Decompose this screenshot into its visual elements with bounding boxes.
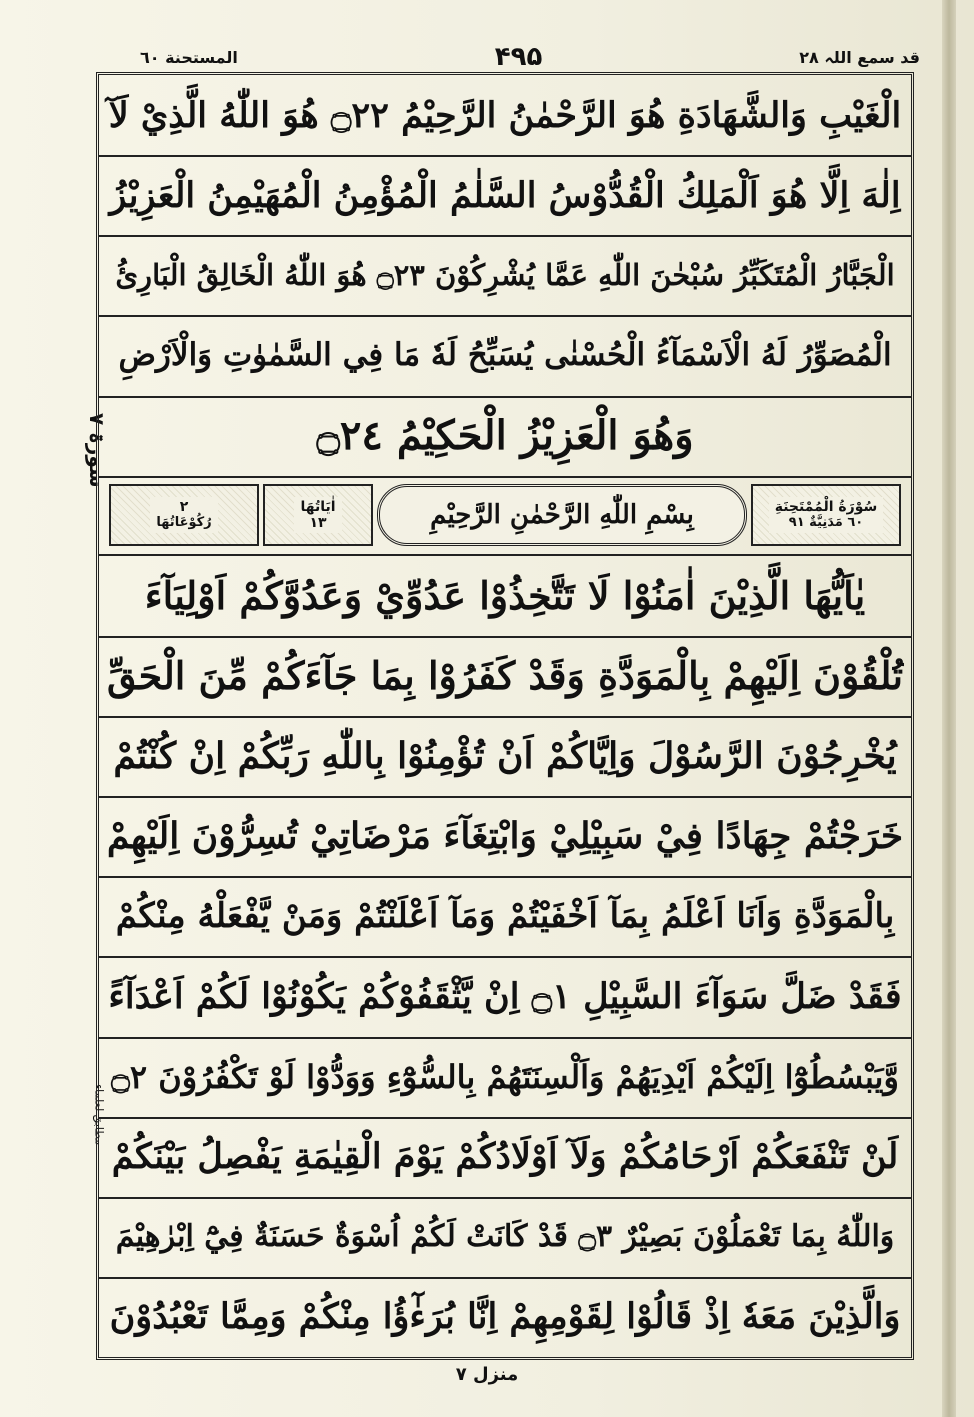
- text-line-7: تُلْقُوْنَ اِلَيْهِمْ بِالْمَوَدَّةِ وَقَدْ كَفَرُوْا بِمَا جَآءَكُمْ مِّنَ الْحَقِّ: [99, 636, 911, 718]
- text-line-14: وَاللّٰهُ بِمَا تَعْمَلُوْنَ بَصِيْرٌ ۝٣ قَدْ كَانَتْ لَكُمْ اُسْوَةٌ حَسَنَةٌ فِيْٓ اِبْرٰهِيْمَ: [99, 1197, 911, 1279]
- bismillah-text: بِسْمِ اللّٰهِ الرَّحْمٰنِ الرَّحِيْمِ: [430, 499, 694, 530]
- surah-name-box: [751, 484, 901, 546]
- rukus-count: ٢: [179, 498, 189, 515]
- text-line-6: يٰاَيُّهَا الَّذِيْنَ اٰمَنُوْا لَا تَتَّخِذُوْا عَدُوِّيْ وَعَدُوَّكُمْ اَوْلِيَآءَ: [99, 556, 911, 638]
- header-surah-name: المستحنة ٦٠: [140, 47, 238, 67]
- ayat-count: ١٣: [309, 514, 327, 531]
- manzil-footer: منزل ٧: [455, 1364, 519, 1385]
- text-line-2: اِلٰهَ اِلَّا هُوَ اَلْمَلِكُ الْقُدُّوْسُ السَّلٰمُ الْمُؤْمِنُ الْمُهَيْمِنُ الْعَزِيْزُ: [99, 155, 911, 237]
- surah-rukus-box: [109, 484, 259, 546]
- surah-header: [99, 476, 911, 556]
- page-header: [140, 40, 920, 74]
- surah-name: سُوْرَةُ الْمُمْتَحِنَةِ: [774, 498, 878, 515]
- page-spine: [942, 0, 956, 1417]
- text-line-3: الْجَبَّارُ الْمُتَكَبِّرُ سُبْحٰنَ اللّٰهِ عَمَّا يُشْرِكُوْنَ ۝٢٣ هُوَ اللّٰهُ الْخَالِقُ الْبَارِئُ: [99, 235, 911, 317]
- margin-side-mark: سورۃ ۷: [85, 412, 109, 488]
- text-frame: [96, 72, 914, 1360]
- header-page-number: ۴۹۵: [494, 42, 543, 72]
- text-line-10: بِالْمَوَدَّةِ وَاَنَا اَعْلَمُ بِمَآ اَخْفَيْتُمْ وَمَآ اَعْلَنْتُمْ وَمَنْ يَّفْعَلْهُ مِنْكُمْ: [99, 876, 911, 958]
- text-line-1: الْغَيْبِ وَالشَّهَادَةِ هُوَ الرَّحْمٰنُ الرَّحِيْمُ ۝٢٢ هُوَ اللّٰهُ الَّذِيْ لَآ: [99, 75, 911, 157]
- text-line-9: خَرَجْتُمْ جِهَادًا فِيْ سَبِيْلِيْ وَابْتِغَآءَ مَرْضَاتِيْ تُسِرُّوْنَ اِلَيْهِمْ: [99, 796, 911, 878]
- text-line-12: وَّيَبْسُطُوْٓا اِلَيْكُمْ اَيْدِيَهُمْ وَاَلْسِنَتَهُمْ بِالسُّوْٓءِ وَوَدُّوْا لَوْ تَكْفُرُوْنَ ۝٢: [99, 1037, 911, 1119]
- text-line-5: وَهُوَ الْعَزِيْزُ الْحَكِيْمُ ۝٢٤: [99, 396, 911, 478]
- ayat-count-box: [263, 484, 373, 546]
- bismillah-box: [377, 484, 747, 546]
- text-line-15: وَالَّذِيْنَ مَعَهٗ اِذْ قَالُوْا لِقَوْمِهِمْ اِنَّا بُرَءٰٓؤُا مِنْكُمْ وَمِمَّا تَعْبُدُوْنَ: [109, 1296, 901, 1338]
- text-line-4: الْمُصَوِّرُ لَهُ الْاَسْمَآءُ الْحُسْنٰى يُسَبِّحُ لَهٗ مَا فِي السَّمٰوٰتِ وَالْاَرْضِ: [99, 315, 911, 397]
- surah-info: ٦٠ مَدَنِيَّةٌ ٩١: [788, 514, 864, 530]
- header-juz-name: قد سمع اللہ ٢٨: [799, 47, 920, 67]
- margin-note: مطابق لعلماء: [92, 1084, 106, 1146]
- rukus-label: رُكُوْعَاتُهَا: [156, 514, 212, 530]
- text-line-13: لَنْ تَنْفَعَكُمْ اَرْحَامُكُمْ وَلَآ اَوْلَادُكُمْ يَوْمَ الْقِيٰمَةِ يَفْصِلُ بَيْنَكُمْ: [99, 1117, 911, 1199]
- ayat-label: اٰيَاتُهَا: [300, 498, 336, 515]
- text-line-8: يُخْرِجُوْنَ الرَّسُوْلَ وَاِيَّاكُمْ اَنْ تُؤْمِنُوْا بِاللّٰهِ رَبِّكُمْ اِنْ كُنْتُمْ: [99, 716, 911, 798]
- text-line-11: فَقَدْ ضَلَّ سَوَآءَ السَّبِيْلِ ۝١ اِنْ يَّثْقَفُوْكُمْ يَكُوْنُوْا لَكُمْ اَعْدَآءً: [99, 956, 911, 1038]
